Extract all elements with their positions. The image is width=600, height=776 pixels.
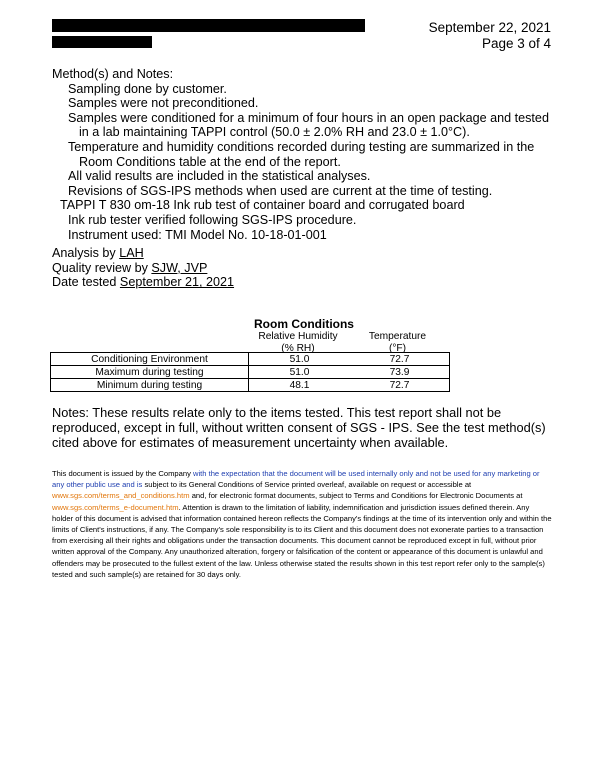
room-conditions-title: Room Conditions [254, 317, 354, 331]
quality-review-label: Quality review by [52, 260, 152, 275]
methods-section [52, 67, 549, 242]
report-date: September 22, 2021 [428, 20, 551, 35]
legal-disclaimer [52, 468, 552, 580]
row-label: Conditioning Environment [51, 353, 249, 366]
date-tested-line [52, 275, 234, 290]
terms-conditions-link[interactable]: www.sgs.com/terms_and_conditions.htm [52, 491, 190, 501]
methods-line: Ink rub tester verified following SGS-IPS procedure. [68, 212, 357, 227]
temp-value: 73.9 [350, 366, 450, 379]
analysis-by-line [52, 246, 234, 261]
temp-header-line-2: (°F) [388, 342, 407, 354]
analysis-section [52, 246, 234, 290]
header-right [429, 20, 551, 52]
quality-review-line [52, 261, 234, 276]
date-tested-label: Date tested [52, 275, 120, 290]
redacted-header-line-2 [52, 36, 152, 48]
temp-value: 72.7 [350, 353, 450, 366]
date-tested-value: September 21, 2021 [119, 275, 235, 290]
temp-value: 72.7 [350, 379, 450, 392]
notes-paragraph: Notes: These results relate only to the items tested. This test report shall not be reproduced, except in full, without written consent of SGS - IPS. See the test method(s) cited above for estimates of measurement uncertainty when available. [52, 405, 546, 450]
row-label: Minimum during testing [51, 379, 249, 392]
analysis-by-label: Analysis by [52, 246, 120, 260]
methods-heading: Method(s) and Notes: [52, 67, 174, 81]
rh-header-line-2: (% RH) [281, 342, 315, 354]
methods-line: All valid results are included in the statistical analyses. [68, 169, 371, 184]
methods-line: Sampling done by customer. [68, 81, 227, 96]
room-conditions-table [50, 352, 450, 392]
legal-text: This document is issued by the Company [52, 469, 193, 478]
methods-line: Revisions of SGS-IPS methods when used are current at the time of testing. [68, 183, 493, 198]
methods-line: in a lab maintaining TAPPI control (50.0 ± 2.0% RH and 23.0 ± 1.0°C). [79, 125, 470, 140]
methods-line: TAPPI T 830 om-18 Ink rub test of container board and corrugated board [60, 198, 465, 213]
rh-header-line-1: Relative Humidity [258, 331, 338, 342]
legal-text-highlight: with the expectation that the document will be used internally only and not be used for any marketing or any other public use and is [52, 469, 540, 490]
table-row [51, 379, 450, 392]
table-row [51, 366, 450, 379]
redacted-header-line-1 [52, 19, 365, 32]
reviewer-names: SJW, JVP [151, 260, 208, 275]
methods-line: Temperature and humidity conditions recorded during testing are summarized in the [68, 139, 535, 154]
table-row [51, 353, 450, 366]
legal-text: subject to its General Conditions of Service printed overleaf, available on request or accessible at [142, 480, 472, 490]
rh-value: 51.0 [249, 366, 351, 379]
methods-line: Room Conditions table at the end of the report. [79, 154, 341, 169]
methods-line: Samples were not preconditioned. [68, 96, 259, 111]
legal-text: and, for electronic format documents, subject to Terms and Conditions for Electronic Documents at [189, 491, 523, 501]
temp-header-line-1: Temperature [368, 331, 427, 342]
temp-column-header [350, 331, 445, 354]
rh-value: 48.1 [249, 379, 351, 392]
page-number: Page 3 of 4 [481, 36, 551, 51]
terms-e-document-link[interactable]: www.sgs.com/terms_e-document.htm [52, 502, 179, 512]
methods-line: Samples were conditioned for a minimum of four hours in an open package and tested [68, 110, 549, 125]
methods-line: Instrument used: TMI Model No. 10-18-01-001 [68, 227, 327, 242]
row-label: Maximum during testing [51, 366, 249, 379]
legal-text: . Attention is drawn to the limitation of liability, indemnification and jurisdiction issues defined therein. Any holder of this document is advised that information contained hereon reflects the Company's findings at the time of its intervention only and within the limits of Client's instructions, if any. The Company's sole responsibility is to its Client and this document does not exonerate parties to a transaction from exercising all their rights and obligations under the transaction documents. This document cannot be reproduced except in full, without prior written approval of the Company. Any unauthorized alteration, forgery or falsification of the content or appearance of this document is unlawful and offenders may be prosecuted to the fullest extent of the law. Unless otherwise stated the results shown in this test report refer only to the sample(s) tested and such sample(s) are retained for 30 days only. [52, 502, 552, 579]
rh-value: 51.0 [249, 353, 351, 366]
rh-column-header [248, 331, 348, 354]
analyst-name: LAH [119, 246, 144, 260]
